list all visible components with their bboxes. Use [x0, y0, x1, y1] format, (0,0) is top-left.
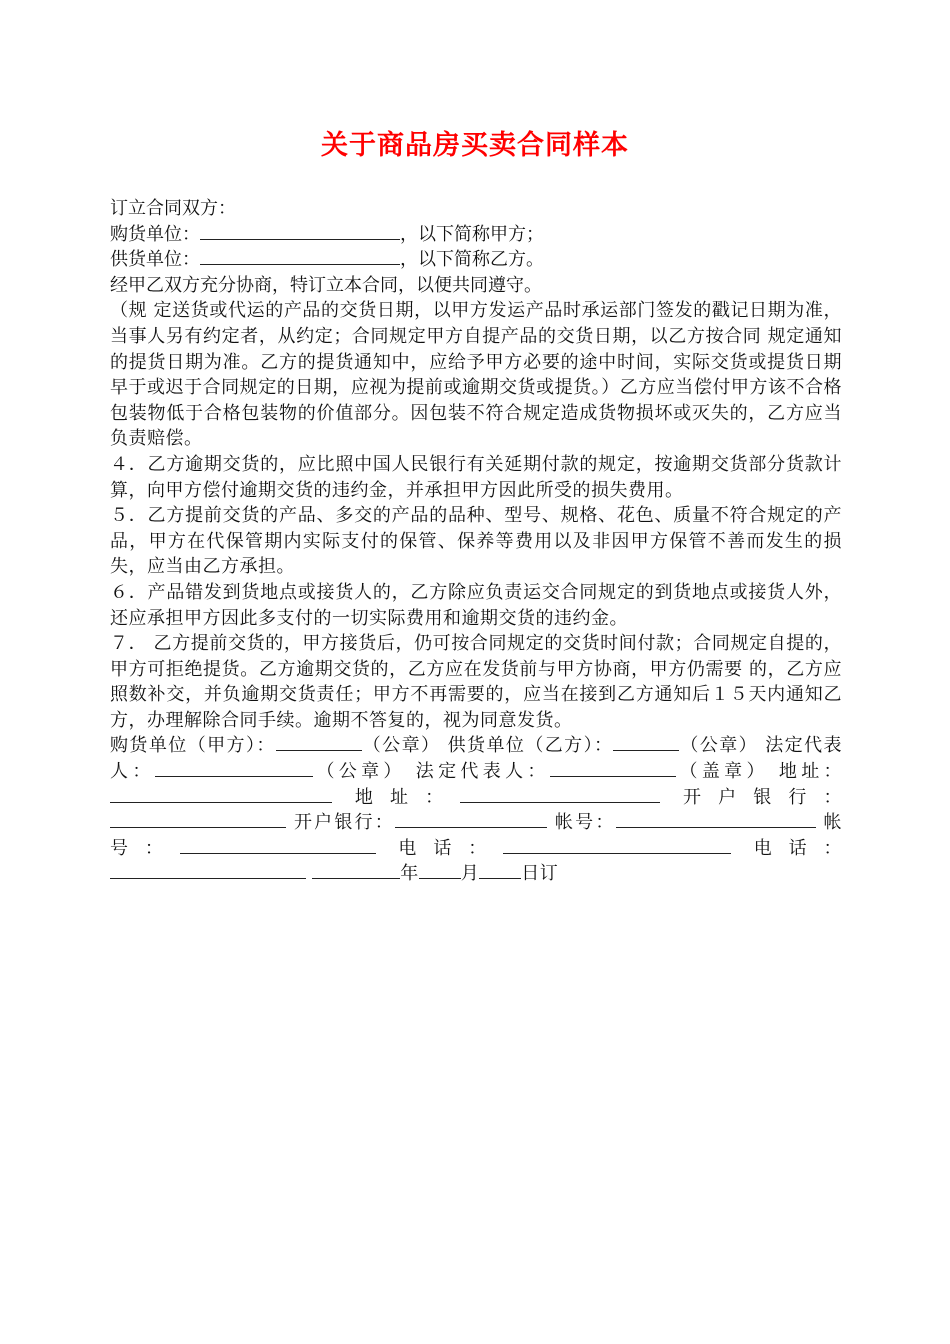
day-blank	[479, 861, 521, 879]
phone-label: 电话：	[398, 837, 504, 859]
year-blank	[312, 861, 400, 879]
seal-label: （盖章）	[675, 761, 769, 783]
account-label: 帐号：	[554, 812, 616, 834]
phone-blank	[503, 836, 731, 854]
bank-label: 开户银行：	[293, 812, 395, 834]
day-label: 日订	[521, 863, 559, 885]
rep-blank	[155, 759, 313, 777]
buyer-suffix: ，以下简称甲方；	[400, 223, 544, 245]
clause-paragraph: ５．乙方提前交货的产品、多交的产品的品种、型号、规格、花色、质量不符合规定的产品，甲方在代保管期内实际支付的保管、保养等费用以及非因甲方保管不善而发生的损失，应当由乙方承担。	[110, 505, 842, 578]
rep-blank	[550, 759, 676, 777]
phone-label: 电话：	[753, 837, 843, 859]
seal-label: （公章）	[312, 761, 406, 783]
rep-label: 法定代表人：	[415, 761, 550, 783]
clause-paragraph: ４．乙方逾期交货的，应比照中国人民银行有关延期付款的规定，按逾期交货部分货款计算，向甲方偿付逾期交货的违约金，并承担甲方因此所受的损失费用。	[110, 453, 842, 501]
bank-blank	[395, 810, 547, 828]
month-label: 月	[460, 863, 480, 885]
clause-paragraph: ６．产品错发到货地点或接货人的，乙方除应负责运交合同规定的到货地点或接货人外，还应承担甲方因此多支付的一切实际费用和逾期交货的违约金。	[110, 581, 842, 629]
phone-blank	[110, 861, 306, 879]
seller-line	[110, 247, 842, 273]
rep-label: 法定代表人：	[110, 735, 843, 783]
buyer-line	[110, 222, 842, 248]
clause-paragraph: （规 定送货或代运的产品的交货日期，以甲方发运产品时承运部门签发的戳记日期为准，当事人另有约定者，从约定；合同规定甲方自提产品的交货日期，以乙方按合同 规定通知的提货日期为准。乙方的提货通知中，应给予甲方必要的途中时间，实际交货或提货日期早于或迟于合同规定的日期，应视为提前或逾期交货或提货。）乙方应当偿付甲方该不合格包装物低于合格包装物的价值部分。因包装不符合规定造成货物损坏或灭失的，乙方应当负责赔偿。	[110, 300, 842, 450]
seal-label: （公章）	[679, 735, 759, 757]
contract-body	[110, 196, 842, 887]
buyer-blank	[200, 222, 400, 240]
year-label: 年	[400, 863, 419, 885]
address-label: 地址：	[354, 786, 461, 808]
parties-label: 订立合同双方：	[110, 198, 236, 219]
seller-party-blank	[613, 733, 679, 751]
address-label: 地址：	[778, 761, 843, 783]
agreement-line: 经甲乙双方充分协商，特订立本合同，以便共同遵守。	[110, 274, 542, 296]
seller-label: 供货单位：	[110, 249, 200, 271]
bank-blank	[110, 810, 286, 828]
account-blank	[616, 810, 816, 828]
clause-paragraph: ７． 乙方提前交货的，甲方接货后，仍可按合同规定的交货时间付款；合同规定自提的，甲方可拒绝提货。乙方逾期交货的，乙方应在发货前与甲方协商，甲方仍需要 的，乙方应照数补交，并负逾期交货责任；甲方不再需要的，应当在接到乙方通知后１５天内通知乙方，办理解除合同手续。逾期不答复的，视为同意发货。	[110, 633, 842, 731]
document-title: 关于商品房买卖合同样本	[321, 130, 629, 161]
signature-block	[110, 733, 842, 887]
bank-label: 开户银行：	[683, 786, 842, 808]
seller-party-label: 供货单位（乙方）：	[447, 735, 614, 757]
address-blank	[110, 785, 332, 803]
month-blank	[419, 861, 461, 879]
buyer-party-label: 购货单位（甲方）：	[110, 735, 276, 757]
buyer-label: 购货单位：	[110, 223, 200, 245]
account-label: 帐号：	[110, 812, 842, 859]
seal-label: （公章）	[361, 735, 441, 757]
address-blank	[460, 785, 660, 803]
buyer-party-blank	[276, 733, 362, 751]
seller-suffix: ，以下简称乙方。	[400, 249, 544, 271]
account-blank	[180, 836, 376, 854]
seller-blank	[200, 247, 400, 265]
